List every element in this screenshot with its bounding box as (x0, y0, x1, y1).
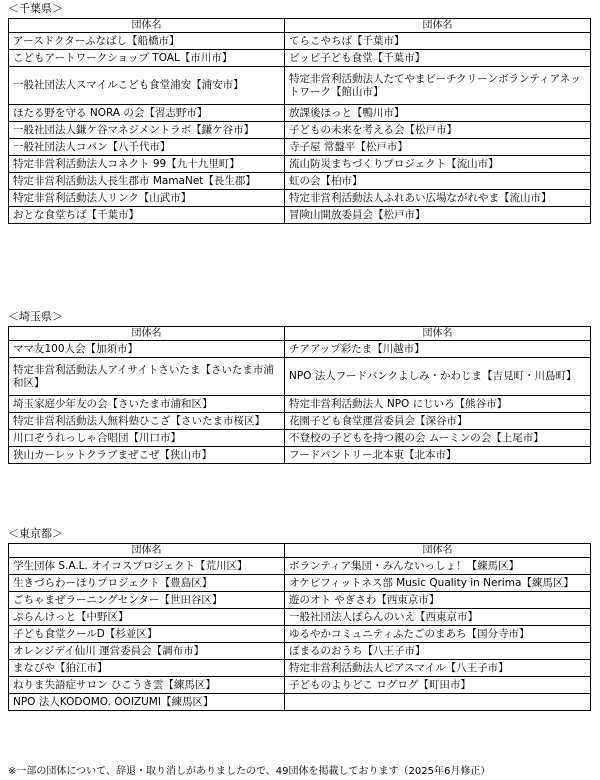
org-name-cell: おとな食堂ちば【千葉市】 (9, 207, 285, 224)
org-name-cell: 不登校の子どもを持つ親の会 ムーミンの会【上尾市】 (285, 430, 591, 447)
org-name-cell: 一般社団法人スマイルこども食堂浦安【浦安市】 (9, 67, 285, 105)
table-row (9, 173, 591, 190)
table-row (9, 694, 591, 711)
org-name-cell: フードパントリー北本東【北本市】 (285, 447, 591, 464)
org-name-cell: NPO 法人KODOMO. OOIZUMI【練馬区】 (9, 694, 285, 711)
org-name-cell: 特定非営利活動法人コネクト 99【九十九里町】 (9, 156, 285, 173)
column-header: 団体名 (9, 19, 285, 33)
org-name-cell: ピッピ子ども食堂【千葉市】 (285, 50, 591, 67)
table-header-row (9, 544, 591, 558)
table-row (9, 660, 591, 677)
org-name-cell: アースドクターふなばし【船橋市】 (9, 33, 285, 50)
org-name-cell: 埼玉家庭少年友の会【さいたま市浦和区】 (9, 396, 285, 413)
column-header: 団体名 (285, 544, 591, 558)
org-name-cell: 狭山カーレットクラブまぜこぜ【狭山市】 (9, 447, 285, 464)
org-table (8, 326, 591, 464)
org-name-cell: 特定非営利活動法人無料塾ひこざ【さいたま市桜区】 (9, 413, 285, 430)
table-row (9, 156, 591, 173)
table-row (9, 207, 591, 224)
org-name-cell: 冒険山開放委員会【松戸市】 (285, 207, 591, 224)
org-name-cell: 子どものよりどこ ログログ【町田市】 (285, 677, 591, 694)
org-name-cell: 流山防災まちづくりプロジェクト【流山市】 (285, 156, 591, 173)
org-name-cell: 学生団体 S.A.L. オイコスプロジェクト【荒川区】 (9, 558, 285, 575)
column-header: 団体名 (285, 19, 591, 33)
table-row (9, 33, 591, 50)
org-name-cell: ねりま失語症サロン ひこうき雲【練馬区】 (9, 677, 285, 694)
org-name-cell: 子ども食堂クールD【杉並区】 (9, 626, 285, 643)
table-row (9, 413, 591, 430)
table-row (9, 592, 591, 609)
org-name-cell: 寺子屋 常盤平【松戸市】 (285, 139, 591, 156)
org-name-cell: 一般社団法人鎌ケ谷マネジメントラボ【鎌ケ谷市】 (9, 122, 285, 139)
org-name-cell: 特定非営利活動法人ふれあい広場ながれやま【流山市】 (285, 190, 591, 207)
table-row (9, 430, 591, 447)
column-header: 団体名 (9, 327, 285, 341)
org-name-cell: 子どもの未来を考える会【松戸市】 (285, 122, 591, 139)
org-table (8, 543, 591, 711)
org-name-cell: 特定非営利活動法人長生郡市 MamaNet【長生郡】 (9, 173, 285, 190)
table-row (9, 643, 591, 660)
table-row (9, 575, 591, 592)
org-name-cell: ごちゃまぜラーニングセンター【世田谷区】 (9, 592, 285, 609)
table-row (9, 358, 591, 396)
org-name-cell: 一般社団法人ぽらんのいえ【西東京市】 (285, 609, 591, 626)
org-name-cell: 特定非営利活動法人アイサイトさいたま【さいたま市浦和区】 (9, 358, 285, 396)
org-name-cell: てらこやちば【千葉市】 (285, 33, 591, 50)
org-name-cell: ぽまるのおうち【八王子市】 (285, 643, 591, 660)
org-name-cell: 虹の会【柏市】 (285, 173, 591, 190)
table-row (9, 396, 591, 413)
org-name-cell: 放課後ほっと【鴨川市】 (285, 105, 591, 122)
org-name-cell: 一般社団法人コパン【八千代市】 (9, 139, 285, 156)
column-header: 団体名 (285, 327, 591, 341)
table-row (9, 190, 591, 207)
org-name-cell (285, 694, 591, 711)
org-name-cell: ボランティア集団・みんないっしょ！【練馬区】 (285, 558, 591, 575)
org-name-cell: オレンジデイ仙川 運営委員会【調布市】 (9, 643, 285, 660)
org-name-cell: 遊のオト やぎさわ【西東京市】 (285, 592, 591, 609)
table-row (9, 105, 591, 122)
section-title: ＜千葉県＞ (8, 2, 63, 15)
org-name-cell: 特定非営利活動法人ピアスマイル【八王子市】 (285, 660, 591, 677)
org-table (8, 18, 591, 224)
table-header-row (9, 19, 591, 33)
table-row (9, 609, 591, 626)
table-row (9, 558, 591, 575)
org-name-cell: オケピフィットネス部 Music Quality in Nerima【練馬区】 (285, 575, 591, 592)
section-title: ＜埼玉県＞ (8, 310, 63, 323)
footnote: ※一部の団体について、辞退・取り消しがありましたので、49団体を掲載しております（2025年6月修正） (8, 766, 491, 777)
table-row (9, 139, 591, 156)
table-row (9, 677, 591, 694)
org-name-cell: ぷらんけっと【中野区】 (9, 609, 285, 626)
org-name-cell: チアアップ彩たま【川越市】 (285, 341, 591, 358)
org-name-cell: 川口ぞうれっしゃ合唱団【川口市】 (9, 430, 285, 447)
table-header-row (9, 327, 591, 341)
table-row (9, 50, 591, 67)
table-row (9, 626, 591, 643)
table-row (9, 122, 591, 139)
org-name-cell: 花園子ども食堂運営委員会【深谷市】 (285, 413, 591, 430)
org-name-cell: 特定非営利活動法人たてやまビーチクリーンボランティアネットワーク【館山市】 (285, 67, 591, 105)
org-name-cell: まなびや【狛江市】 (9, 660, 285, 677)
column-header: 団体名 (9, 544, 285, 558)
table-row (9, 447, 591, 464)
org-name-cell: 生きづらわーほりプロジェクト【豊島区】 (9, 575, 285, 592)
org-name-cell: NPO 法人フードバンクよしみ・かわじま【吉見町・川島町】 (285, 358, 591, 396)
org-name-cell: こどもアートワークショップ TOAL【市川市】 (9, 50, 285, 67)
table-row (9, 341, 591, 358)
section-title: ＜東京都＞ (8, 527, 63, 540)
org-name-cell: 特定非営利活動法人 NPO にじいろ【熊谷市】 (285, 396, 591, 413)
org-name-cell: ゆるやかコミュニティふたごのまあち【国分寺市】 (285, 626, 591, 643)
org-name-cell: 特定非営利活動法人リンク【山武市】 (9, 190, 285, 207)
org-name-cell: ママ友100人会【加須市】 (9, 341, 285, 358)
table-row (9, 67, 591, 105)
org-name-cell: ほたる野を守る NORA の会【習志野市】 (9, 105, 285, 122)
